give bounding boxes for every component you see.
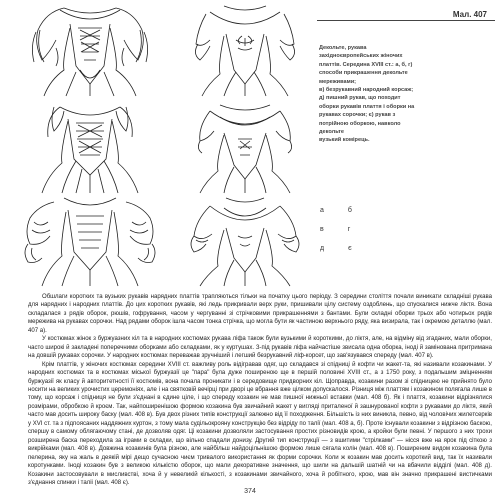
letter-label: є — [348, 245, 352, 252]
illustration-b — [180, 0, 310, 98]
caption-line: Декольте, рукава — [319, 45, 367, 51]
caption-line: платтів. Середина XVIII ст.: а, б, г) — [319, 61, 413, 68]
caption-line: д) пишний рукав, що походит — [319, 95, 401, 102]
caption-line: способи прикрашення декольте — [319, 70, 408, 77]
caption-line: мереживами; — [319, 78, 357, 85]
caption-line: декольте — [319, 129, 345, 136]
illustration-ye — [180, 192, 310, 288]
letter-label: а — [320, 207, 324, 214]
paragraph: Обшлаги коротких та вузьких рукавів нарядних платтів трапляються тільки на початку цього періоду. З середини століття почали виникати складніші рукава для нарядних і народних платтів. До цих коротких рукавів, які ледь прикривали верх руки, пришивали цілу систему оздоблень, що спускалися нижче ліктя. Вона складалася з рядів оборок, рюшів, гофрування, часом у чергуванні зі стрічковими прикрашеннями з бантами. Були складні оборки трьох або чотирьох рядів мережива на рукавах сорочки. Над рядами оборок ішла часом тонка стрічка, що могла бути як частиною верхнього ряду, яка визирала, так і окремою деталлю (мал. 407 а). — [28, 294, 492, 334]
caption-line: вузький комірець. — [319, 137, 370, 144]
caption-divider — [317, 20, 495, 21]
caption-line: західноєвропейських жіночих — [319, 53, 403, 60]
paragraph: У костюмах жінок з буржуазних кіл та в народних костюмах рукава ліфа також були вузькими й короткими, до ліктя, але, на відміну від згаданих, мали оборки, часто широкі й закладені поперечними оборками або складками, як у куртушах. З-під рукавів ліфа найчастіше звисала одна оборка, іноді й замінована притримана на довшій рукавах сорочки. У народних костюмах переважав зручніший і легший безрукавний ліф-корсет, що зав'язувався спереду (мал. 407 в). — [28, 336, 492, 360]
illustration-d — [20, 192, 160, 288]
figure-caption — [319, 10, 495, 145]
illustration-a — [20, 0, 160, 98]
letter-label: г — [347, 226, 351, 233]
caption-line: рукавах сорочки; є) рукав з — [319, 112, 396, 119]
letter-label: д — [320, 245, 325, 252]
paragraph: Крім платтів, у жіночих костюмах середини XVIII ст. важливу роль відігравав одяг, що складався зі спідниці й кофти чи жакет-та, які називали козакинами. У народних костюмах та в костюмах міської буржуазії це "пара" була дуже поширеною ще в першій половині XVIII ст., а з 1750 року, з подальшим зміцненням буржуазії як класу й авторитетності її костюмів, вона почала проникати і в середовище придворних кіл. Щоправда, козакини разом зі спідницею не прийнято було носити на великих урочистих церемоніях, але і на святковій вечірці при дворі це вбрання вже цілком допускалося. Різниця між платтям і козакином полягала лише в тому, що корсаж і спідниця не були з'єднані в єдине ціле, і що спереду козакин не мав пишної нижньої вставки (мал. 408 б). Як і плаття, козакини відрізнялися розмірами, обробкою й кроєм. Так, найпоширенішою формою козакина був звичайний жакет у вигляді приталеної й зашнурованої кофти з рукавами до ліктя, який часто мав досить широку баску (мал. 408 в). Був двох різних типів конструкції залежно від її походження. Більшість із них виникла, певно, від чоловічих жилетсерків у ХVI ст. та з підпоясаних наддяжних куртон, з тому мала судільокрояну конструкцію без відріду по талії (мал. 408 а, б). Проте існували козакини з відрізною баскою, спершу в самому облягаючому стані, де дозволяв одяг. Ці козакини дозволяли застосування простих різновидів крою, а кройки були певні. У першого з них трохи розширена баска переходила за іграми в складки, що вільно спадали донизу. Другий тип конструкції — з вшитими "стрілками" — нісся вже на ярок під сіткою з викрійками (мал. 408 в). Довжина козакинів була різною, але найбільш найдоцільнішою формою лише сягала колін (мал. 408 в). Поширеним видом козакина була пелерина, яку на жаль в деякій мірі дещо сучасною чиєм тривалого використання як форми сорочки. Коли ж козакин мав досить короткий вид, так їх називали коротунками. Іноді козакин був з великою кількістю оборок, що мали декоративне значення, що шили на дальшій шатній чи на вбачили відділі (мал. 408 д). Козакини застосовували в мисливстві, хоча й у невеликій кількості, з козакинами звичайного, хоча й робітного, крою, мав він значно прикрашені вистичками з'єднання спинки і таліі (мал. 408 є). — [28, 361, 492, 486]
figure-letter-key — [320, 207, 352, 264]
figure-407-illustrations — [20, 0, 310, 288]
illustration-g — [180, 97, 310, 195]
caption-line: в) безрукавний народний корсаж; — [319, 87, 414, 94]
letter-label: в — [320, 226, 324, 233]
body-text — [28, 293, 492, 487]
page-number: 374 — [244, 488, 256, 495]
illustration-v — [20, 97, 160, 195]
caption-line: потрійною оборкою, навколо — [319, 120, 401, 127]
letter-label: б — [347, 207, 352, 214]
figure-number: Мал. 407 — [452, 10, 487, 19]
caption-line: оборки рукавів плаття і оборки на — [319, 103, 415, 110]
